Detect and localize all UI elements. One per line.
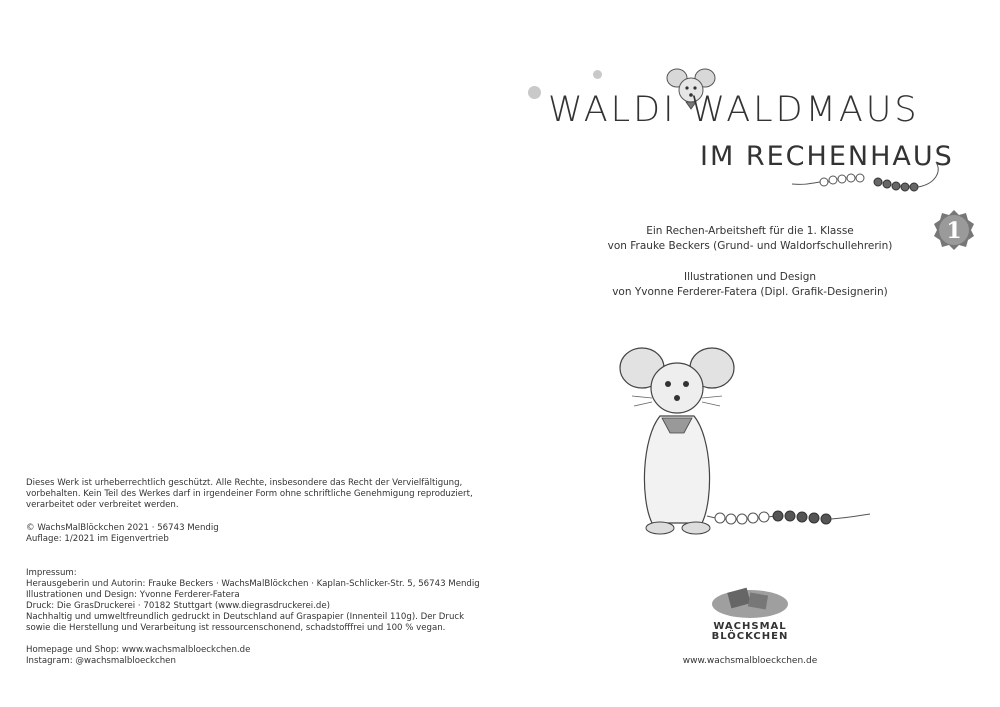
book-title: WALDI WALDMAUS xyxy=(548,90,920,130)
bead-string-icon xyxy=(790,160,950,200)
imprint-line: Herausgeberin und Autorin: Frauke Beckers · WachsMalBlöckchen · Kaplan-Schlicker-Str. 5, 56743 Mendig xyxy=(26,579,480,589)
imprint-line: Illustrationen und Design: Yvonne Ferderer-Fatera xyxy=(26,590,240,600)
wachsmalbloeckchen-logo xyxy=(705,584,795,654)
imprint-line: sowie die Herstellung und Verarbeitung ist ressourcenschonend, schadstofffrei und 100 % vegan. xyxy=(26,623,446,633)
credits-line: von Frauke Beckers (Grund- und Waldorfschullehrerin) xyxy=(607,240,893,252)
credits-line: von Yvonne Ferderer-Fatera (Dipl. Grafik-Designerin) xyxy=(612,286,888,298)
design-credits xyxy=(590,270,910,300)
book-subtitle: IM RECHENHAUS xyxy=(700,141,954,172)
copyright-line: Dieses Werk ist urheberrechtlich geschützt. Alle Rechte, insbesondere das Recht der Vervielfältigung, xyxy=(26,478,463,488)
mouse-illustration xyxy=(612,338,882,548)
imprint-line: Druck: Die GrasDruckerei · 70182 Stuttgart (www.diegrasdruckerei.de) xyxy=(26,601,331,611)
credits-line: Illustrationen und Design xyxy=(683,271,817,283)
contact-block xyxy=(26,645,250,667)
logo-wordmark-bottom: BLÖCKCHEN xyxy=(711,631,789,642)
author-credits xyxy=(590,224,910,254)
contact-line: Homepage und Shop: www.wachsmalbloeckchen.de xyxy=(26,645,251,655)
badge-number: 1 xyxy=(946,218,962,244)
imprint-line: Nachhaltig und umweltfreundlich gedruckt in Deutschland auf Graspapier (Innenteil 110g). Der Druck xyxy=(26,612,465,622)
copyright-notice xyxy=(26,478,486,511)
credits-line: Ein Rechen-Arbeitsheft für die 1. Klasse xyxy=(646,225,854,237)
contact-line: Instagram: @wachsmalbloeckchen xyxy=(26,656,176,666)
rights-line: © WachsMalBlöckchen 2021 · 56743 Mendig xyxy=(26,523,219,533)
website-link[interactable]: www.wachsmalbloeckchen.de xyxy=(682,656,818,666)
volume-badge-icon xyxy=(932,208,976,252)
decoration-dot xyxy=(528,86,541,99)
logo-wordmark xyxy=(705,622,795,642)
rights-notice xyxy=(26,523,219,545)
copyright-line: vorbehalten. Kein Teil des Werkes darf in irgendeiner Form ohne schriftliche Genehmigung reproduziert, xyxy=(26,489,473,499)
imprint-block xyxy=(26,568,496,634)
copyright-line: verarbeitet oder verbreitet werden. xyxy=(26,500,179,510)
imprint-line: Impressum: xyxy=(26,568,77,578)
decoration-dot xyxy=(593,70,602,79)
logo-wordmark-top: WACHSMAL xyxy=(713,621,787,632)
rights-line: Auflage: 1/2021 im Eigenvertrieb xyxy=(26,534,169,544)
